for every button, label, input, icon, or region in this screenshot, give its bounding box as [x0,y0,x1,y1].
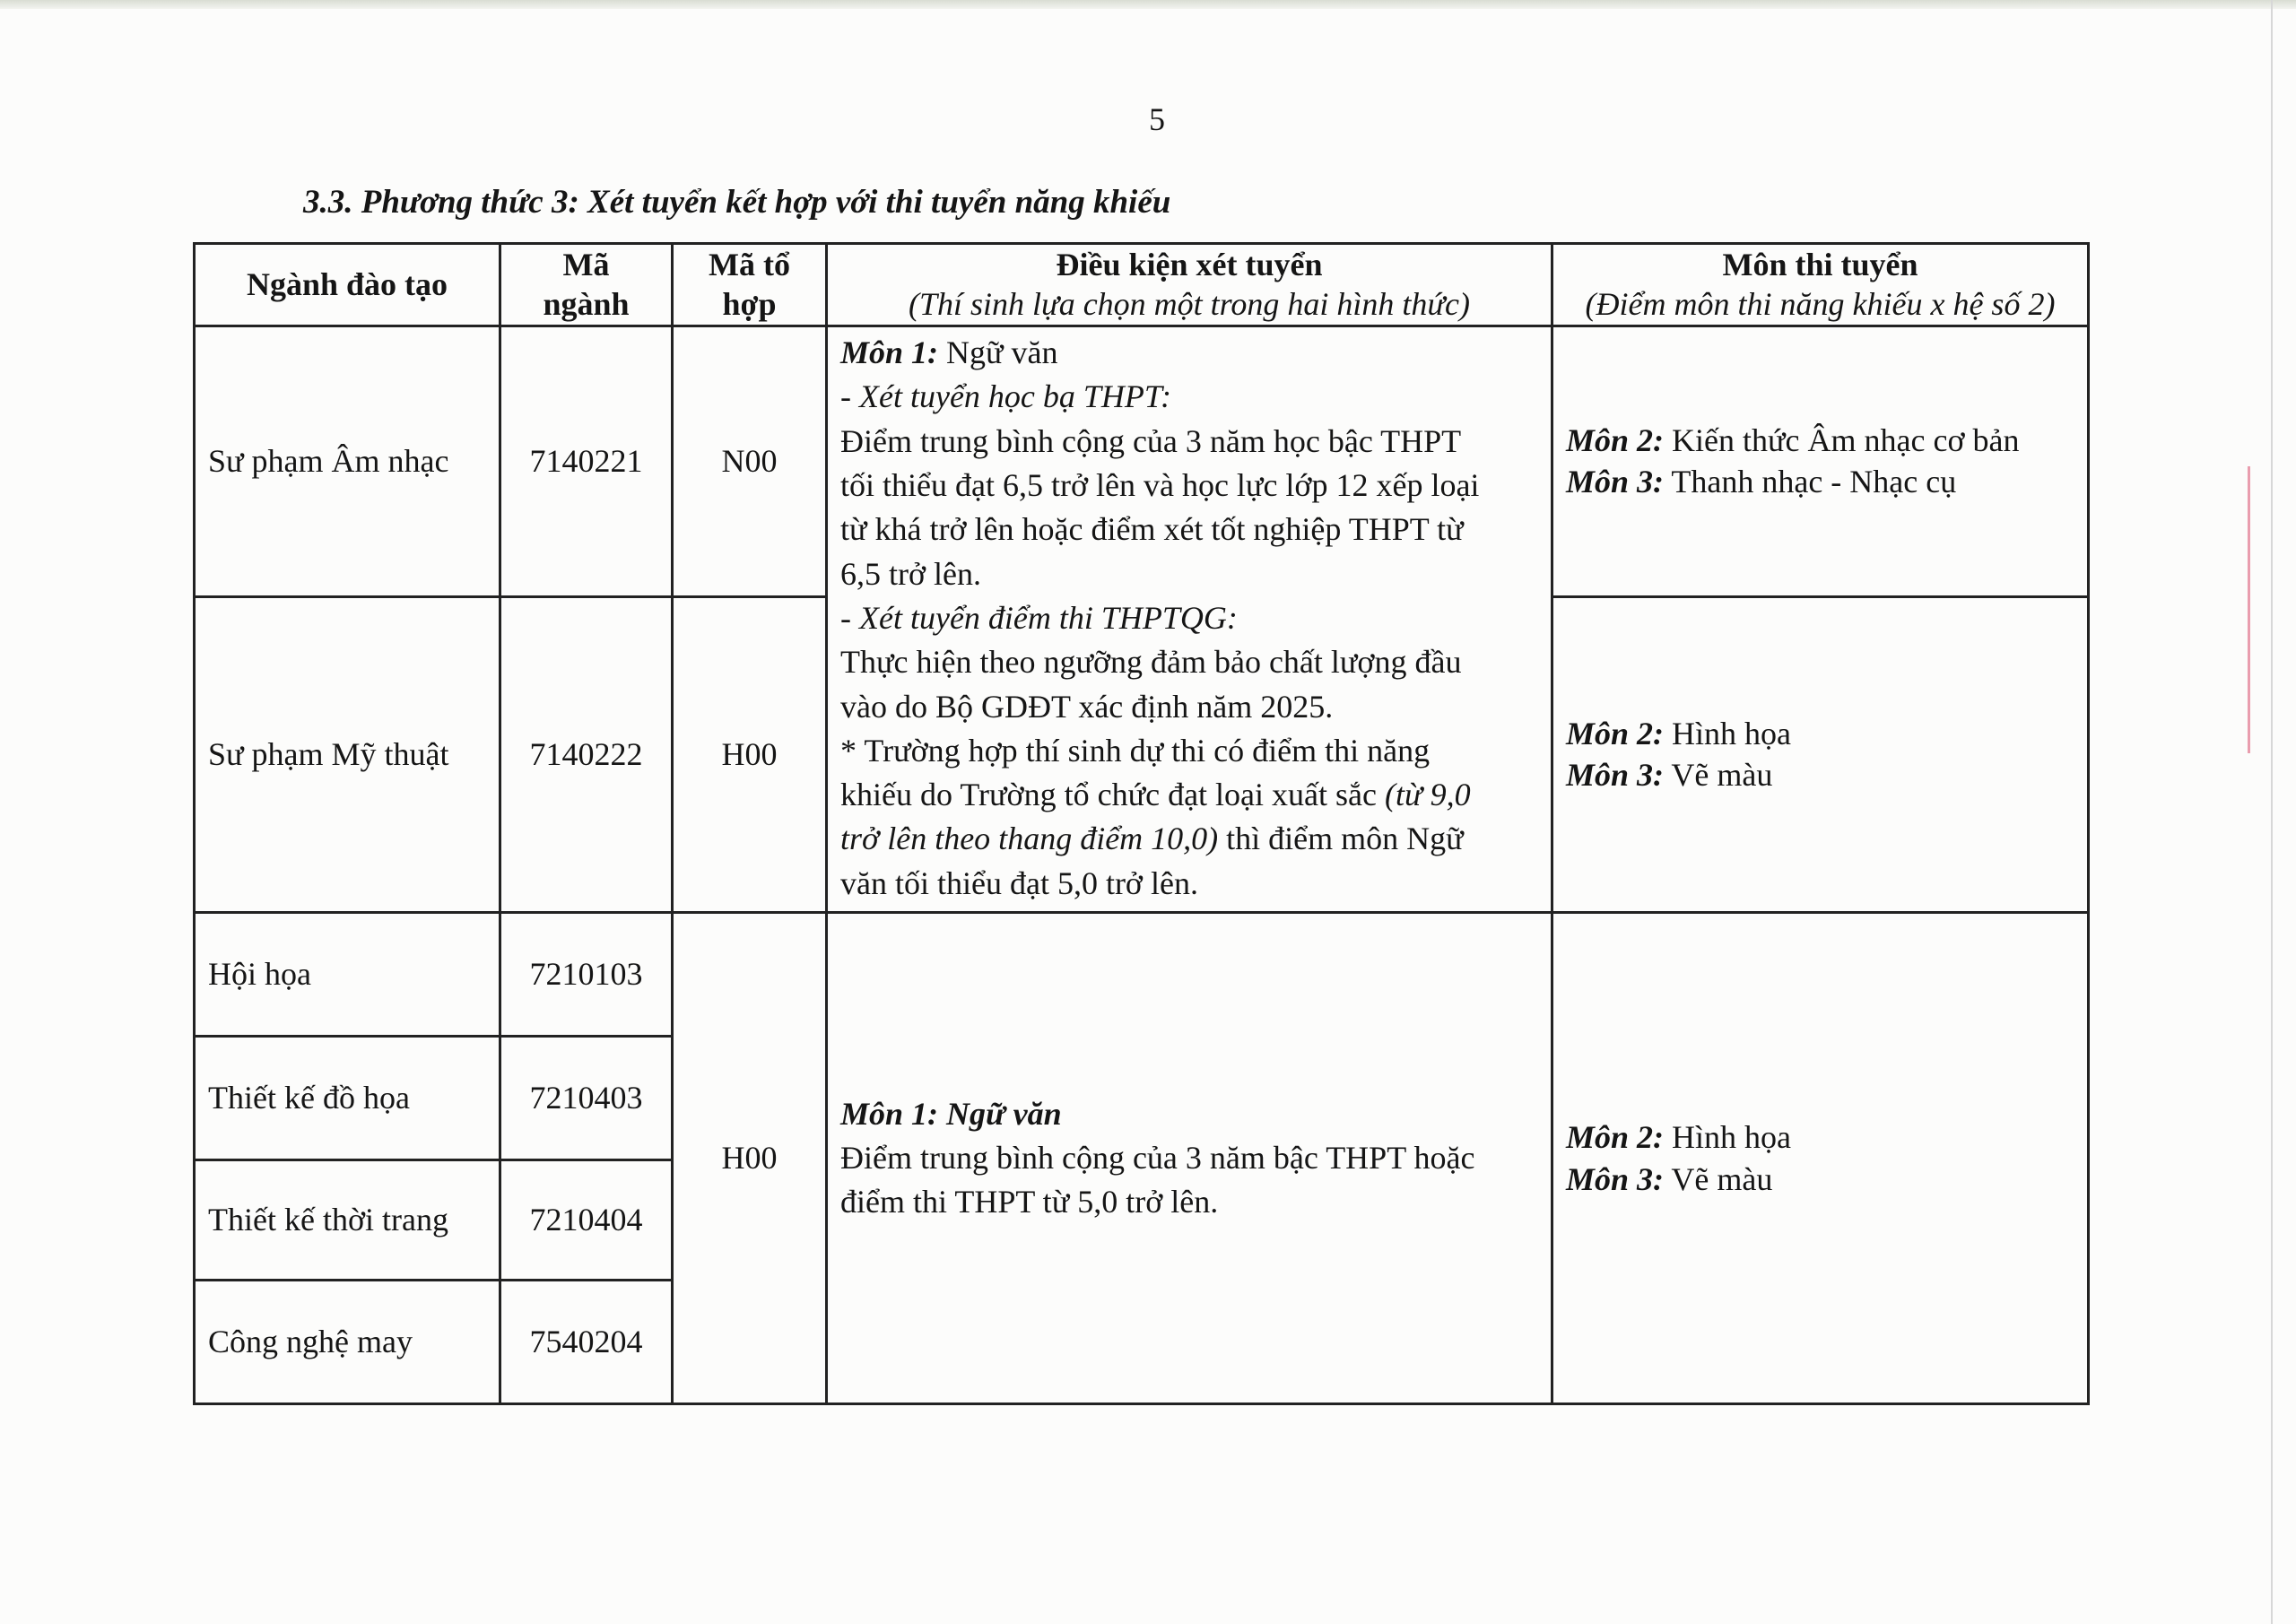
table-header-row [195,244,2089,326]
exam-subject-value: Hình họa [1664,1118,1792,1155]
note-line4-italic: (từ 9,0 [1384,777,1471,813]
exam-subject-label: Môn 2: [1566,421,1665,458]
header-exam-title: Môn thi tuyển [1722,247,1918,283]
exam-subject-value: Vẽ màu [1664,757,1773,794]
exam-subject-line [1566,1159,2087,1201]
exam-subject-line [1566,420,2087,462]
major-name: Sư phạm Âm nhạc [195,326,500,597]
major-name: Công nghệ may [195,1281,500,1404]
exam-subjects-music [1552,326,2089,597]
condition-line: điểm thi THPT từ 5,0 trở lên. [840,1184,1219,1220]
section-title: 3.3. Phương thức 3: Xét tuyển kết hợp với thi tuyển năng khiếu [303,184,1171,221]
exam-subject-label: Môn 3: [1566,1160,1665,1197]
major-code: 7210404 [500,1160,673,1281]
exam-subject-value: Hình họa [1664,715,1792,751]
exam-subject-value: Kiến thức Âm nhạc cơ bản [1664,421,2020,458]
header-major: Ngành đào tạo [195,244,500,326]
note-line [840,773,1542,817]
exam-subject-line [1566,1116,2087,1159]
major-code: 7540204 [500,1281,673,1404]
major-name: Hội họa [195,913,500,1037]
exam-subject-label: Môn 2: [1566,1118,1665,1155]
major-name: Thiết kế thời trang [195,1160,500,1281]
note-line6: văn tối thiểu đạt 5,0 trở lên. [840,864,1198,901]
scan-right-edge [2271,0,2273,1624]
exam-subjects-fine-art [1552,596,2089,912]
option-b-title: - Xét tuyển điểm thi THPTQG: [840,599,1238,636]
combo-code: H00 [673,596,827,912]
condition-cell-group2 [827,913,1552,1404]
admission-table [193,242,2090,1405]
note-line [840,817,1542,861]
condition-subject1 [840,331,1542,375]
option-a-title: - Xét tuyển học bạ THPT: [840,378,1171,415]
condition-line: Điểm trung bình cộng của 3 năm bậc THPT hoặc [840,1139,1475,1176]
exam-subject-label: Môn 2: [1566,715,1665,751]
header-major-code-line2: ngành [543,285,630,322]
combo-code: N00 [673,326,827,597]
exam-subject-label: Môn 3: [1566,757,1665,794]
note-line5-suffix: thì điểm môn Ngữ [1218,821,1464,857]
option-b-line: * Trường hợp thí sinh dự thi có điểm thi năng [840,732,1431,769]
combo-code: H00 [673,913,827,1404]
table-row [195,326,2089,597]
table-row [195,913,2089,1037]
stamp-bar [2248,466,2250,753]
exam-subject-line [1566,461,2087,503]
major-code: 7140221 [500,326,673,597]
condition-subject1-value: Ngữ văn [938,334,1058,370]
option-a-line: 6,5 trở lên. [840,555,982,592]
option-a-line: Điểm trung bình cộng của 3 năm học bậc THPT [840,422,1462,459]
header-exam [1552,244,2089,326]
header-combo-code-line1: Mã tổ [709,247,790,283]
option-b-line: Thực hiện theo ngưỡng đảm bảo chất lượng đầu [840,644,1462,681]
header-major-code-line1: Mã [562,247,610,283]
major-name: Sư phạm Mỹ thuật [195,596,500,912]
header-condition-title: Điều kiện xét tuyển [1056,247,1323,283]
condition-subject1-label: Môn 1: [840,334,939,370]
exam-subject-value: Vẽ màu [1664,1160,1773,1197]
header-combo-code-line2: hợp [722,285,777,322]
header-exam-subtitle: (Điểm môn thi năng khiếu x hệ số 2) [1585,285,2056,322]
option-a-line: tối thiểu đạt 6,5 trở lên và học lực lớp 12 xếp loại [840,466,1480,503]
scan-top-edge [0,0,2296,9]
major-name: Thiết kế đồ họa [195,1037,500,1160]
page-number: 5 [1149,101,1165,137]
note-line4-prefix: khiếu do Trường tổ chức đạt loại xuất sắc [840,777,1385,813]
header-major-code [500,244,673,326]
exam-subject-line [1566,713,2087,755]
condition-cell-group1 [827,326,1552,913]
major-code: 7140222 [500,596,673,912]
header-combo-code [673,244,827,326]
major-code: 7210103 [500,913,673,1037]
margin-stamp-mark [2242,466,2282,771]
header-condition [827,244,1552,326]
note-line5-italic: trở lên theo thang điểm 10,0) [840,821,1219,857]
exam-subject-label: Môn 3: [1566,464,1665,500]
condition-subject1: Môn 1: Ngữ văn [840,1095,1062,1132]
exam-subject-value: Thanh nhạc - Nhạc cụ [1664,464,1957,500]
exam-subject-line [1566,754,2087,796]
major-code: 7210403 [500,1037,673,1160]
option-a-line: từ khá trở lên hoặc điểm xét tốt nghiệp THPT từ [840,511,1464,548]
exam-subjects-design [1552,913,2089,1404]
header-condition-subtitle: (Thí sinh lựa chọn một trong hai hình thức) [909,285,1470,322]
option-b-line: vào do Bộ GDĐT xác định năm 2025. [840,688,1334,725]
